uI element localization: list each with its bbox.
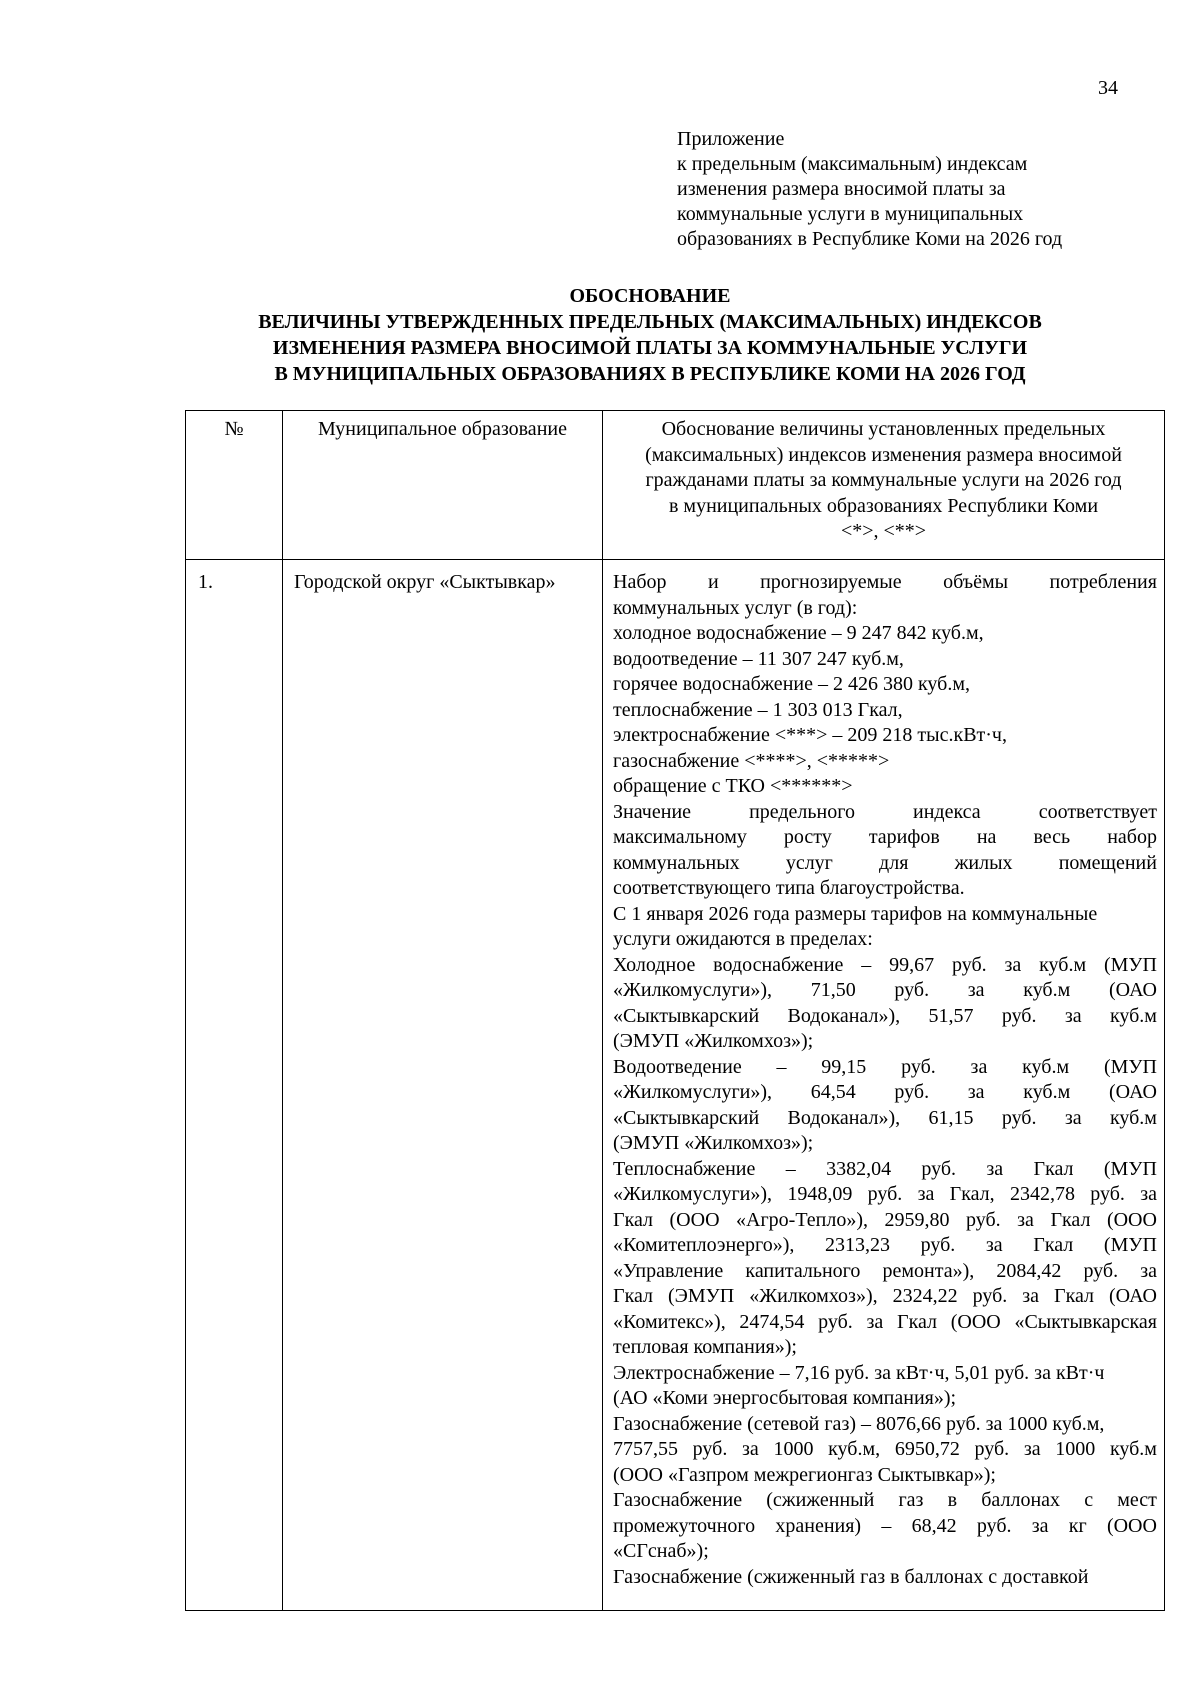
justification-line: «Сыктывкарский Водоканал»), 61,15 руб. за куб.м (613, 1106, 1157, 1129)
header-justification-line: <*>, <**> (840, 520, 927, 542)
justification-line: газоснабжение <****>, <*****> (613, 749, 890, 772)
justification-line: Набор и прогнозируемые объёмы потребления (613, 571, 1157, 593)
appendix-note (677, 127, 1177, 252)
justification-line: С 1 января 2026 года размеры тарифов на коммунальные (613, 902, 1098, 925)
appendix-line: Приложение (677, 128, 785, 150)
title-line: ВЕЛИЧИНЫ УТВЕРЖДЕННЫХ ПРЕДЕЛЬНЫХ (МАКСИМАЛЬНЫХ) ИНДЕКСОВ (258, 311, 1042, 333)
justification-line: Электроснабжение – 7,16 руб. за кВт·ч, 5,01 руб. за кВт·ч (613, 1361, 1105, 1384)
header-justification-line: в муниципальных образованиях Республики Коми (668, 494, 1099, 517)
justification-line: Гкал (ООО «Агро-Тепло»), 2959,80 руб. за Гкал (ООО (613, 1208, 1157, 1231)
table-row (186, 560, 1165, 1611)
justification-line: максимальному росту тарифов на весь набор (613, 826, 1157, 848)
justification-line: «Жилкомуслуги»), 64,54 руб. за куб.м (ОАО (613, 1081, 1157, 1103)
justification-line: Газоснабжение (сжиженный газ в баллонах с мест (613, 1489, 1157, 1511)
justification-line: «Сыктывкарский Водоканал»), 51,57 руб. за куб.м (613, 1004, 1157, 1027)
justification-line: коммунальных услуг (в год): (613, 596, 858, 619)
justification-line: Гкал (ЭМУП «Жилкомхоз»), 2324,22 руб. за Гкал (ОАО (613, 1285, 1157, 1307)
header-justification-line: Обоснование величины установленных предельных (661, 418, 1106, 440)
justification-line: тепловая компания»); (613, 1336, 797, 1358)
appendix-line: коммунальные услуги в муниципальных (677, 203, 1024, 225)
justification-table (185, 410, 1165, 1611)
justification-line: «СГснаб»); (613, 1540, 709, 1562)
justification-line: Холодное водоснабжение – 99,67 руб. за куб.м (МУП (613, 953, 1157, 976)
justification-line: электроснабжение <***> – 209 218 тыс.кВт·ч, (613, 724, 1007, 746)
justification-line: 7757,55 руб. за 1000 куб.м, 6950,72 руб. за 1000 куб.м (613, 1438, 1157, 1460)
justification-line: «Жилкомуслуги»), 71,50 руб. за куб.м (ОАО (613, 979, 1157, 1001)
justification-line: услуги ожидаются в пределах: (613, 928, 873, 950)
page-number: 34 (1098, 77, 1118, 99)
header-justification-line: гражданами платы за коммунальные услуги на 2026 год (645, 469, 1122, 491)
justification-line: (ЭМУП «Жилкомхоз»); (613, 1030, 814, 1052)
appendix-line: изменения размера вносимой платы за (677, 178, 1006, 200)
justification-line: водоотведение – 11 307 247 куб.м, (613, 647, 904, 670)
justification-line: (ООО «Газпром межрегионгаз Сыктывкар»); (613, 1463, 996, 1486)
header-municipality: Муниципальное образование (283, 411, 603, 560)
justification-line: Газоснабжение (сжиженный газ в баллонах с доставкой (613, 1565, 1089, 1588)
justification-line: промежуточного хранения) – 68,42 руб. за кг (ООО (613, 1514, 1157, 1537)
header-justification-line: (максимальных) индексов изменения размера вносимой (645, 443, 1122, 466)
justification-line: Газоснабжение (сетевой газ) – 8076,66 руб. за 1000 куб.м, (613, 1412, 1105, 1435)
justification-line: Значение предельного индекса соответствует (613, 800, 1157, 823)
header-number: № (186, 411, 283, 560)
justification-line: коммунальных услуг для жилых помещений (613, 851, 1157, 874)
justification-line: (ЭМУП «Жилкомхоз»); (613, 1132, 814, 1154)
justification-line: (АО «Коми энергосбытовая компания»); (613, 1387, 957, 1409)
justification-line: холодное водоснабжение – 9 247 842 куб.м, (613, 622, 984, 644)
appendix-line: к предельным (максимальным) индексам (677, 153, 1028, 175)
row-municipality: Городской округ «Сыктывкар» (283, 560, 603, 1611)
justification-line: «Управление капитального ремонта»), 2084,42 руб. за (613, 1259, 1157, 1282)
justification-line: обращение с ТКО <******> (613, 775, 853, 797)
table-header-row (186, 411, 1165, 560)
justification-line: Теплоснабжение – 3382,04 руб. за Гкал (МУП (613, 1157, 1157, 1180)
row-number: 1. (186, 560, 283, 1611)
justification-line: соответствующего типа благоустройства. (613, 877, 965, 899)
document-title (180, 283, 1120, 387)
header-justification (603, 411, 1165, 560)
justification-line: «Жилкомуслуги»), 1948,09 руб. за Гкал, 2342,78 руб. за (613, 1183, 1157, 1205)
justification-line: горячее водоснабжение – 2 426 380 куб.м, (613, 673, 970, 695)
appendix-line: образованиях в Республике Коми на 2026 год (677, 228, 1063, 250)
title-line: В МУНИЦИПАЛЬНЫХ ОБРАЗОВАНИЯХ В РЕСПУБЛИКЕ КОМИ НА 2026 ГОД (274, 363, 1026, 385)
justification-line: «Комитеплоэнерго»), 2313,23 руб. за Гкал (МУП (613, 1234, 1157, 1256)
justification-line: «Комитекс»), 2474,54 руб. за Гкал (ООО «Сыктывкарская (613, 1310, 1157, 1333)
row-justification (603, 560, 1165, 1611)
title-line: ОБОСНОВАНИЕ (569, 285, 731, 307)
justification-line: теплоснабжение – 1 303 013 Гкал, (613, 698, 903, 721)
title-line: ИЗМЕНЕНИЯ РАЗМЕРА ВНОСИМОЙ ПЛАТЫ ЗА КОММУНАЛЬНЫЕ УСЛУГИ (272, 337, 1028, 359)
justification-line: Водоотведение – 99,15 руб. за куб.м (МУП (613, 1055, 1157, 1078)
